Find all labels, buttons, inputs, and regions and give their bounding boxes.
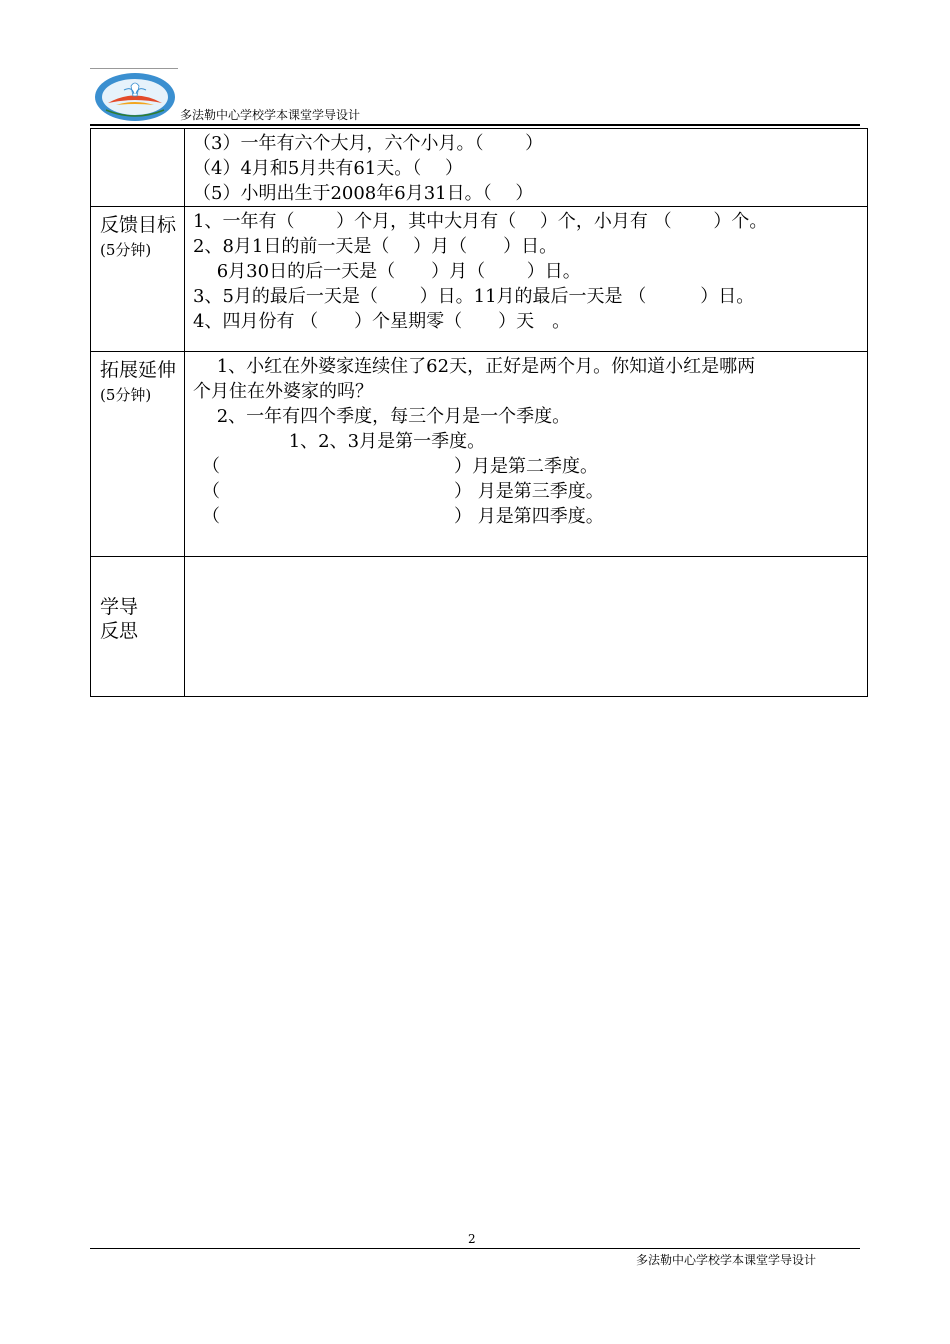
footer-rule [90, 1248, 860, 1249]
header-rule [90, 124, 860, 126]
row-label-feedback [91, 207, 185, 352]
content-line: （3）一年有六个大月，六个小月。（ ） [193, 133, 544, 154]
footer-title: 多法勒中心学校学本课堂学导设计 [636, 1253, 817, 1267]
school-logo-icon [94, 72, 176, 122]
label-main: 拓展延伸 [100, 359, 177, 381]
label-sub: (5分钟) [100, 386, 152, 404]
page-number: 2 [468, 1232, 476, 1246]
content-line: 1、2、3月是第一季度。 [193, 431, 486, 452]
table-row-feedback [91, 207, 868, 352]
content-line: （ ） 月是第三季度。 [193, 481, 604, 502]
content-line: 2、一年有四个季度，每三个月是一个季度。 [193, 406, 571, 427]
table-row-continuation [91, 129, 868, 207]
content-line: 3、5月的最后一天是（ ）日。11月的最后一天是 （ ）日。 [193, 286, 755, 307]
row-content-reflect-empty[interactable] [185, 557, 868, 697]
row-label-reflect [91, 557, 185, 697]
content-line: （5）小明出生于2008年6月31日。（ ） [193, 183, 534, 204]
content-line: 个月住在外婆家的吗？ [193, 381, 373, 402]
table-row-extend [91, 352, 868, 557]
row-content-extend [185, 352, 868, 557]
content-line: （ ）月是第二季度。 [193, 456, 598, 477]
content-line: （4）4月和5月共有61天。（ ） [193, 158, 463, 179]
row-label-extend [91, 352, 185, 557]
row-content-feedback [185, 207, 868, 352]
label-main: 反馈目标 [100, 214, 177, 236]
content-line: 1、小红在外婆家连续住了62天，正好是两个月。你知道小红是哪两 [193, 356, 756, 377]
content-line: 6月30日的后一天是（ ）月（ ）日。 [193, 261, 581, 282]
label-main: 学导反思 [100, 596, 139, 642]
content-line: 1、一年有（ ）个月，其中大月有（ ）个，小月有 （ ）个。 [193, 211, 768, 232]
content-line: 4、四月份有 （ ）个星期零（ ）天 。 [193, 311, 571, 332]
header-title: 多法勒中心学校学本课堂学导设计 [180, 108, 361, 122]
table-row-reflect [91, 557, 868, 697]
row-content-judgement [185, 129, 868, 207]
label-sub: (5分钟) [100, 241, 152, 259]
content-line: 2、8月1日的前一天是（ ）月（ ）日。 [193, 236, 558, 257]
row-label-empty [91, 129, 185, 207]
content-line: （ ） 月是第四季度。 [193, 506, 604, 527]
header-top-line [90, 68, 178, 69]
lesson-table [90, 128, 868, 697]
